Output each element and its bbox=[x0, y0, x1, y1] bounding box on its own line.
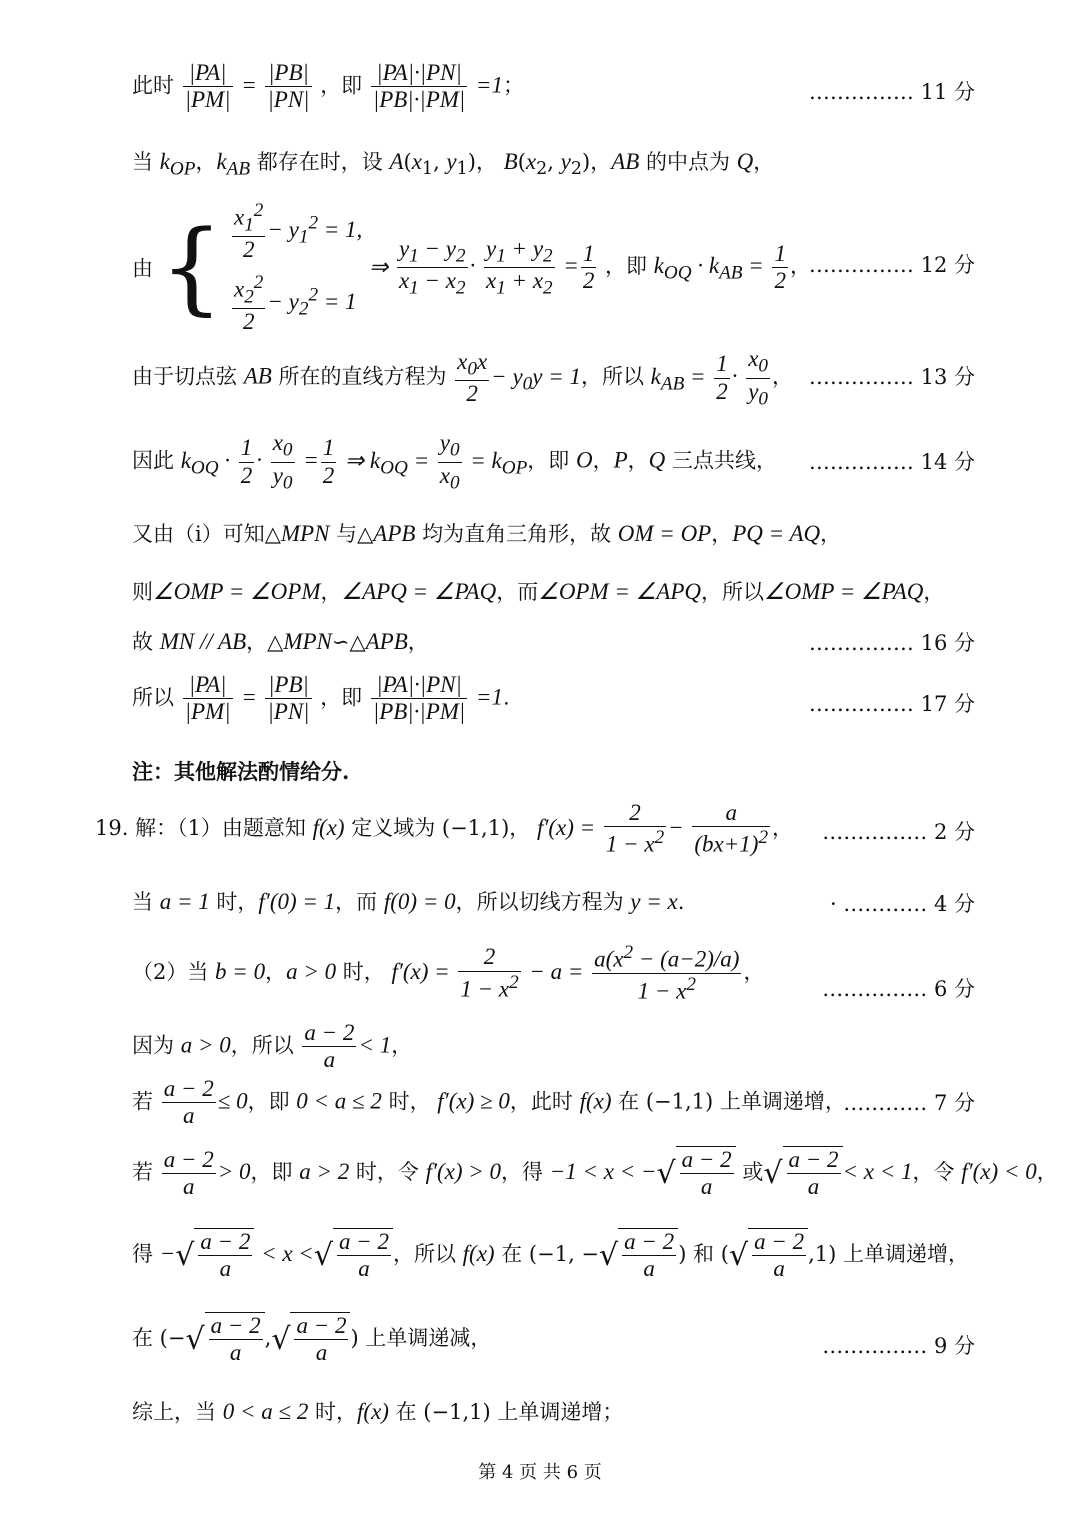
line-q19-domain: 19. 解：（1）由题意知 f(x) 定义域为 (−1,1)， f′(x) = $\frac{2}{1 - x^2}$ − $\frac{a}{(bx+1)^2}$ ， bbox=[95, 800, 794, 858]
line-right-triangles: 又由（i）可知△MPN 与△APB 均为直角三角形，故 OM = OP，PQ = AQ， bbox=[132, 521, 842, 546]
line-chord-equation: 由于切点弦 AB 所在的直线方程为 $\frac{x_0x}{2}$ − $y_0y = 1$，所以 $k_{AB}$ = $\frac{1}{2}$ · $\frac{x_0}{y_0}$ ， bbox=[132, 346, 793, 410]
line-ratio-equal: 此时 $\frac{|PA|}{|PM|}$ = $\frac{|PB|}{|PN|}$ ，即 $\frac{|PA|\cdot|PN|}{|PB|\cdot|PM|}$ =1； bbox=[132, 60, 524, 113]
line-collinear: 因此 $k_{OQ}$ · $\frac{1}{2}$ · $\frac{x_0}{y_0}$ = $\frac{1}{2}$ ⇒ $k_{OQ}$ = $\frac{y_0}{x_0}$ = $k_{OP}$，即 O，P，Q 三点共线， bbox=[132, 430, 777, 494]
score-7: ………… 7 分 bbox=[843, 1091, 975, 1115]
note-other-methods: 注：其他解法酌情给分. bbox=[132, 759, 350, 784]
score-6: …………… 6 分 bbox=[822, 977, 975, 1001]
line-a-positive: 因为 a > 0，所以 $\frac{a - 2}{a}$ < 1， bbox=[132, 1020, 413, 1073]
line-intervals-increasing: 得 −√ $\frac{a - 2}{a}$ < x <√ $\frac{a - 2}{a}$ ，所以 f(x) 在 (−1, −√ $\frac{a - 2}{a}$ ) 和 (√ $\frac{a - 2}{a}$ ,1) 上单调递增， bbox=[132, 1229, 969, 1282]
line-case-1: 若 $\frac{a - 2}{a}$ ≤ 0，即 0 < a ≤ 2 时， f′(x) ≥ 0，此时 f(x) 在 (−1,1) 上单调递增， bbox=[132, 1076, 846, 1129]
score-12: …………… 12 分 bbox=[808, 253, 975, 277]
line-conclusion: 所以 $\frac{|PA|}{|PM|}$ = $\frac{|PB|}{|PN|}$ ，即 $\frac{|PA|\cdot|PN|}{|PB|\cdot|PM|}$ =1. bbox=[132, 672, 510, 725]
score-16: …………… 16 分 bbox=[808, 631, 975, 655]
line-tangent: 当 a = 1 时，f′(0) = 1，而 f(0) = 0，所以切线方程为 y = x. bbox=[132, 889, 685, 914]
line-system: 由 { $\frac{x_1^2}{2}$ − $y_1^2 = 1$, $\frac{x_2^2}{2}$ − $y_2^2 = 1$ ⇒ $\frac{y_1 - y_2}{x_1 - x_2}$ · $\frac{y_1 + y_2}{x_1 + x_2}$ = $\frac{1}{2}$ ，即 $k_{OQ} \cdot k_{AB}$ = $\frac{1}{2}$ ， bbox=[132, 200, 811, 335]
score-9: …………… 9 分 bbox=[822, 1334, 975, 1358]
line-interval-decreasing: 在 (−√ $\frac{a - 2}{a}$ ,√ $\frac{a - 2}{a}$ ) 上单调递减， bbox=[132, 1313, 492, 1366]
score-2: …………… 2 分 bbox=[822, 820, 975, 844]
line-angles: 则∠OMP = ∠OPM，∠APQ = ∠PAQ，而∠OPM = ∠APQ，所以∠OMP = ∠PAQ， bbox=[132, 579, 945, 604]
line-parallel: 故 MN // AB，△MPN∽△APB， bbox=[132, 629, 429, 654]
score-4: · ………… 4 分 bbox=[829, 892, 975, 916]
score-13: …………… 13 分 bbox=[808, 365, 975, 389]
score-11: …………… 11 分 bbox=[808, 80, 975, 104]
line-define-points: 当 $k_{OP}$，$k_{AB}$ 都存在时，设 $A(x_1$, $y_1$)， $B(x_2$, $y_2$)，AB 的中点为 Q， bbox=[132, 149, 775, 180]
line-summary: 综上，当 0 < a ≤ 2 时，f(x) 在 (−1,1) 上单调递增； bbox=[132, 1399, 624, 1424]
page-footer: 第 4 页 共 6 页 bbox=[478, 1462, 602, 1483]
line-case-2: 若 $\frac{a - 2}{a}$ > 0，即 a > 2 时，令 f′(x) > 0，得 −1 < x < −√ $\frac{a - 2}{a}$ 或√ $\frac{a - 2}{a}$ < x < 1，令 f′(x) < 0， bbox=[132, 1146, 1058, 1200]
line-part2-derivative: （2）当 b = 0，a > 0 时， f′(x) = $\frac{2}{1 - x^2}$ − a = $\frac{a(x^2 - (a-2)/a)}{1 - x^2}$ ， bbox=[132, 942, 765, 1004]
score-17: …………… 17 分 bbox=[808, 692, 975, 716]
score-14: …………… 14 分 bbox=[808, 450, 975, 474]
